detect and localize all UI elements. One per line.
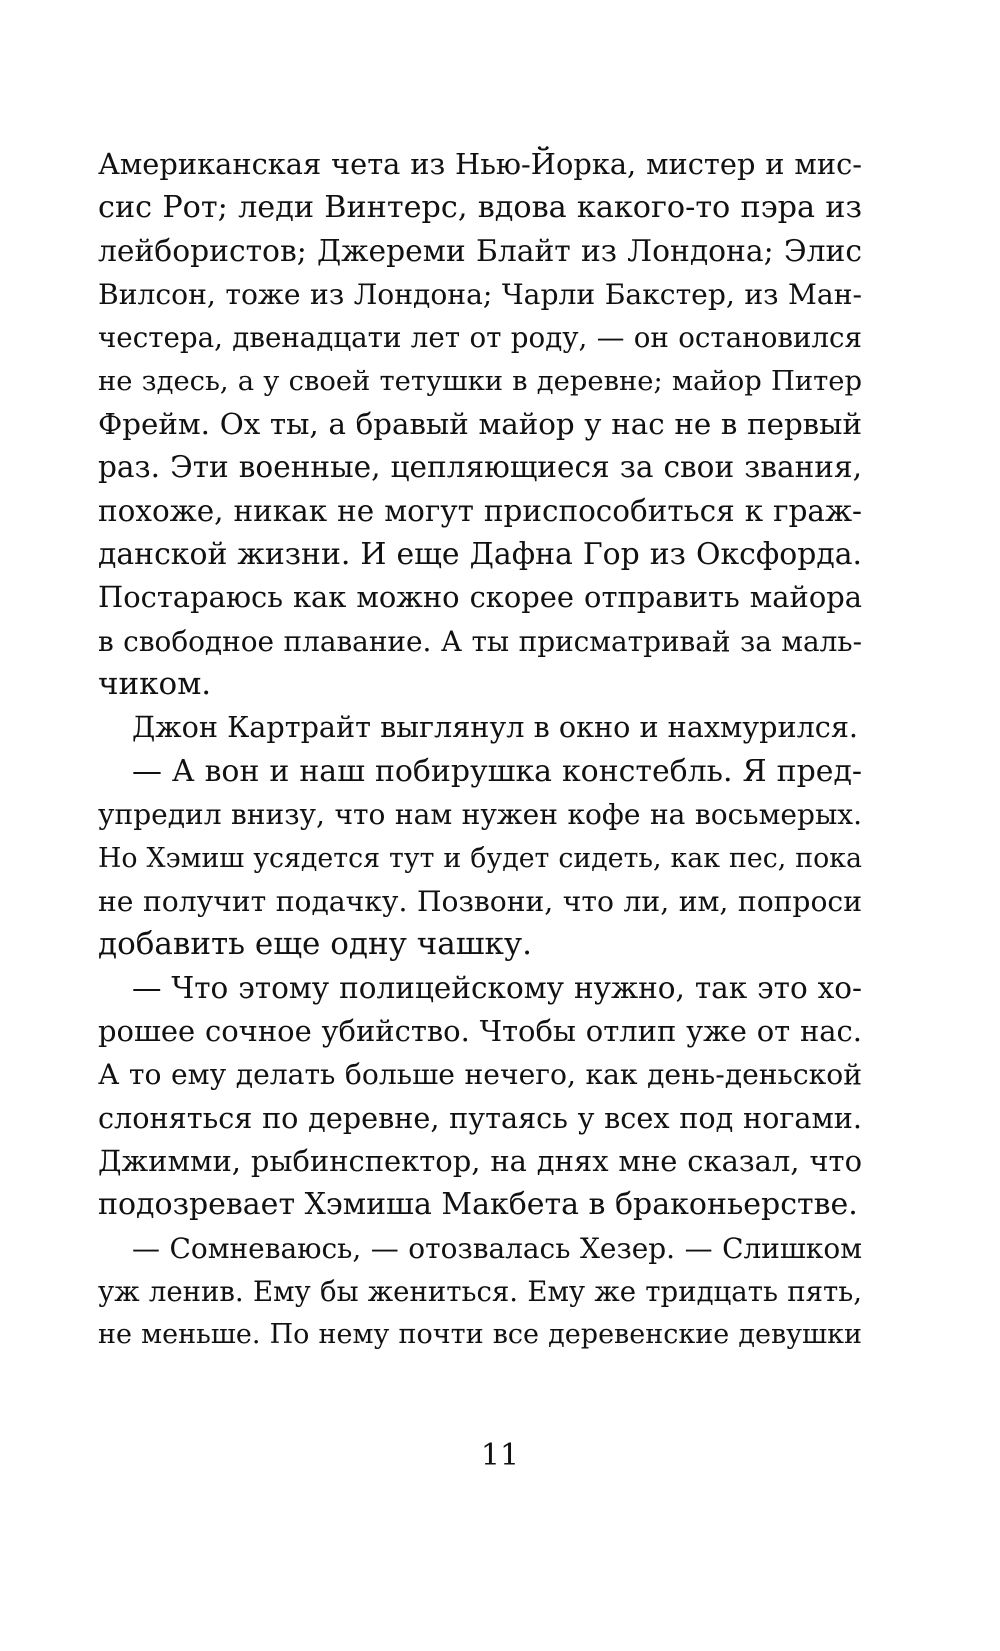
text-line: Джимми, рыбинспектор, на днях мне сказал, что bbox=[98, 1143, 862, 1178]
page-number: 11 bbox=[480, 1438, 520, 1473]
text-line: похоже, никак не могут приспособиться к граж- bbox=[98, 493, 862, 528]
text-line: сис Рот; леди Винтерс, вдова какого-то пэра из bbox=[98, 190, 862, 226]
text-line: рошее сочное убийство. Чтобы отлип уже от нас. bbox=[98, 1013, 862, 1048]
text-line: данской жизни. И еще Дафна Гор из Оксфорда. bbox=[98, 537, 862, 573]
text-line: лейбористов; Джереми Блайт из Лондона; Элис bbox=[98, 233, 862, 269]
text-line: чиком. bbox=[98, 666, 212, 703]
text-line: А то ему делать больше нечего, как день-деньской bbox=[98, 1058, 862, 1092]
text-line: раз. Эти военные, цепляющиеся за свои звания, bbox=[98, 450, 862, 485]
text-line: Вилсон, тоже из Лондона; Чарли Бакстер, из Ман- bbox=[98, 278, 862, 312]
text-line: Постараюсь как можно скорее отправить майора bbox=[98, 580, 862, 615]
text-line: слоняться по деревне, путаясь у всех под ногами. bbox=[98, 1100, 862, 1135]
text-line: в свободное плавание. А ты присматривай за маль- bbox=[98, 624, 862, 658]
text-line: подозревает Хэмиша Макбета в браконьерстве. bbox=[98, 1187, 858, 1223]
text-line: Американская чета из Нью-Йорка, мистер и мис- bbox=[98, 147, 862, 181]
text-line: не меньше. По нему почти все деревенские девушки bbox=[98, 1319, 862, 1351]
text-line: честера, двенадцати лет от роду, — он остановился bbox=[98, 321, 862, 355]
text-line: — Сомневаюсь, — отозвалась Хезер. — Слишком bbox=[132, 1231, 862, 1265]
text-line: добавить еще одну чашку. bbox=[98, 926, 533, 963]
text-line: Джон Картрайт выглянул в окно и нахмурился. bbox=[132, 710, 859, 745]
text-line: Но Хэмиш усядется тут и будет сидеть, как пес, пока bbox=[98, 842, 862, 874]
text-line: упредил внизу, что нам нужен кофе на восьмерых. bbox=[98, 798, 862, 832]
text-line: Фрейм. Ох ты, а бравый майор у нас не в первый bbox=[98, 407, 862, 442]
body-text bbox=[98, 143, 862, 1357]
text-line: — А вон и наш побирушка констебль. Я пред- bbox=[132, 753, 862, 789]
text-line: уж ленив. Ему бы жениться. Ему же тридцать пять, bbox=[98, 1274, 862, 1308]
text-line: — Что этому полицейскому нужно, так это хо- bbox=[132, 970, 862, 1005]
text-line: не здесь, а у своей тетушки в деревне; майор Питер bbox=[98, 365, 862, 397]
text-line: не получит подачку. Позвони, что ли, им, попроси bbox=[98, 884, 862, 918]
